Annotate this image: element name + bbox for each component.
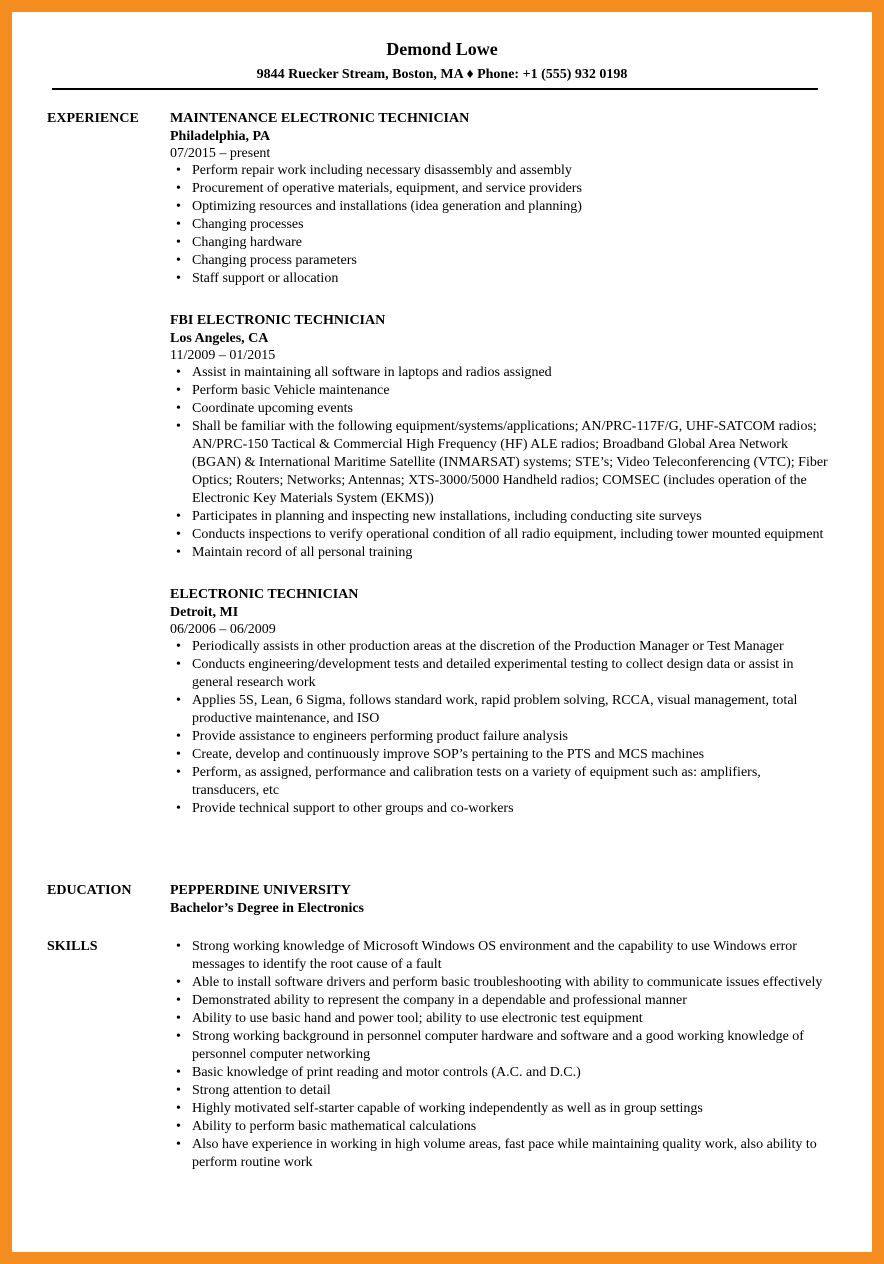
job-bullets <box>170 162 830 288</box>
bullet-text: Applies 5S, Lean, 6 Sigma, follows standard work, rapid problem solving, RCCA, visual management, total productive maintenance, and ISO <box>192 693 798 726</box>
bullet-item <box>170 638 830 656</box>
bullet-text: Conducts engineering/development tests and detailed experimental testing to collect design data or assist in general research work <box>192 657 794 690</box>
job-bullets <box>170 364 830 562</box>
job-title: ELECTRONIC TECHNICIAN <box>170 587 359 602</box>
bullet-dot-icon: • <box>176 401 181 416</box>
bullet-dot-icon: • <box>176 747 181 762</box>
bullet-dot-icon: • <box>176 163 181 178</box>
bullet-dot-icon: • <box>176 975 181 990</box>
bullet-dot-icon: • <box>176 181 181 196</box>
skills-bullets <box>170 938 830 1172</box>
bullet-dot-icon: • <box>176 765 181 780</box>
bullet-item <box>170 270 830 288</box>
job-dates: 06/2006 – 06/2009 <box>170 622 276 637</box>
job-dates: 07/2015 – present <box>170 146 271 161</box>
bullet-dot-icon: • <box>176 1119 181 1134</box>
bullet-text: Optimizing resources and installations (idea generation and planning) <box>192 199 582 214</box>
bullet-text: Provide assistance to engineers performing product failure analysis <box>192 729 568 744</box>
job-entry <box>170 110 830 288</box>
resume-page <box>12 12 872 1252</box>
job-location: Detroit, MI <box>170 605 239 620</box>
bullet-text: Provide technical support to other groups and co-workers <box>192 801 514 816</box>
job-location: Philadelphia, PA <box>170 129 271 144</box>
bullet-dot-icon: • <box>176 1083 181 1098</box>
bullet-item <box>170 1100 830 1118</box>
bullet-text: Changing hardware <box>192 235 303 250</box>
bullet-item <box>170 216 830 234</box>
bullet-item <box>170 508 830 526</box>
bullet-text: Maintain record of all personal training <box>192 545 413 560</box>
resume-header <box>12 38 872 84</box>
bullet-dot-icon: • <box>176 939 181 954</box>
bullet-dot-icon: • <box>176 545 181 560</box>
education-entry <box>170 882 830 918</box>
bullet-item <box>170 382 830 400</box>
candidate-name: Demond Lowe <box>386 39 498 59</box>
bullet-dot-icon: • <box>176 1011 181 1026</box>
bullet-dot-icon: • <box>176 693 181 708</box>
bullet-text: Create, develop and continuously improve SOP’s pertaining to the PTS and MCS machines <box>192 747 705 762</box>
bullet-item <box>170 180 830 198</box>
section-label-education: EDUCATION <box>47 883 132 898</box>
bullet-text: Strong working background in personnel computer hardware and software and a good working knowledge of personnel computer networking <box>192 1029 804 1062</box>
experience-list <box>170 110 830 838</box>
bullet-item <box>170 1136 830 1172</box>
bullet-text: Perform, as assigned, performance and calibration tests on a variety of equipment such as: amplifiers, transducers, etc <box>192 765 761 798</box>
bullet-dot-icon: • <box>176 383 181 398</box>
bullet-dot-icon: • <box>176 801 181 816</box>
bullet-text: Strong working knowledge of Microsoft Windows OS environment and the capability to use Windows error messages to identify the root cause of a fault <box>192 939 797 972</box>
bullet-dot-icon: • <box>176 253 181 268</box>
job-dates: 11/2009 – 01/2015 <box>170 348 276 363</box>
bullet-item <box>170 728 830 746</box>
bullet-text: Ability to use basic hand and power tool; ability to use electronic test equipment <box>192 1011 643 1026</box>
section-label-experience: EXPERIENCE <box>47 111 139 126</box>
bullet-dot-icon: • <box>176 993 181 1008</box>
bullet-item <box>170 800 830 818</box>
bullet-dot-icon: • <box>176 657 181 672</box>
header-divider <box>52 88 818 90</box>
skills-entry <box>170 938 830 1172</box>
bullet-item <box>170 746 830 764</box>
bullet-item <box>170 974 830 992</box>
job-bullets <box>170 638 830 818</box>
bullet-text: Periodically assists in other production areas at the discretion of the Production Manager or Test Manager <box>192 639 784 654</box>
bullet-text: Coordinate upcoming events <box>192 401 353 416</box>
bullet-dot-icon: • <box>176 1029 181 1044</box>
bullet-text: Conducts inspections to verify operational condition of all radio equipment, including tower mounted equipment <box>192 527 824 542</box>
bullet-text: Highly motivated self-starter capable of working independently as well as in group settings <box>192 1101 703 1116</box>
bullet-dot-icon: • <box>176 1065 181 1080</box>
bullet-dot-icon: • <box>176 509 181 524</box>
bullet-dot-icon: • <box>176 639 181 654</box>
bullet-text: Demonstrated ability to represent the company in a dependable and professional manner <box>192 993 687 1008</box>
bullet-text: Perform repair work including necessary disassembly and assembly <box>192 163 572 178</box>
bullet-item <box>170 364 830 382</box>
bullet-item <box>170 234 830 252</box>
job-entry <box>170 586 830 818</box>
bullet-item <box>170 544 830 562</box>
bullet-dot-icon: • <box>176 199 181 214</box>
job-title: FBI ELECTRONIC TECHNICIAN <box>170 313 386 328</box>
bullet-dot-icon: • <box>176 365 181 380</box>
school-name: PEPPERDINE UNIVERSITY <box>170 883 351 898</box>
contact-line: 9844 Ruecker Stream, Boston, MA ♦ Phone: +1 (555) 932 0198 <box>256 67 628 82</box>
bullet-item <box>170 938 830 974</box>
bullet-text: Able to install software drivers and perform basic troubleshooting with ability to communicate issues effectively <box>192 975 823 990</box>
bullet-item <box>170 764 830 800</box>
bullet-text: Strong attention to detail <box>192 1083 331 1098</box>
bullet-item <box>170 692 830 728</box>
bullet-item <box>170 162 830 180</box>
bullet-text: Perform basic Vehicle maintenance <box>192 383 390 398</box>
degree: Bachelor’s Degree in Electronics <box>170 901 365 916</box>
bullet-dot-icon: • <box>176 271 181 286</box>
bullet-text: Also have experience in working in high volume areas, fast pace while maintaining quality work, also ability to perform routine work <box>192 1137 817 1170</box>
bullet-text: Shall be familiar with the following equipment/systems/applications; AN/PRC-117F/G, UHF-SATCOM radios; AN/PRC-150 Tactical & Commercial High Frequency (HF) ALE radios; Broadband Global Area Network (BGAN) & International Maritime Satellite (INMARSAT) systems; STE’s; Video Teleconferencing (VTC); Fiber Optics; Routers; Networks; Antennas; XTS-3000/5000 Handheld radios; COMSEC (includes operation of the Electronic Key Materials System (EKMS)) <box>192 419 828 506</box>
job-entry <box>170 312 830 562</box>
bullet-item <box>170 656 830 692</box>
bullet-text: Changing process parameters <box>192 253 357 268</box>
bullet-item <box>170 1118 830 1136</box>
bullet-dot-icon: • <box>176 217 181 232</box>
bullet-item <box>170 418 830 508</box>
bullet-text: Procurement of operative materials, equipment, and service providers <box>192 181 582 196</box>
job-title: MAINTENANCE ELECTRONIC TECHNICIAN <box>170 111 470 126</box>
section-label-skills: SKILLS <box>47 939 98 954</box>
bullet-text: Staff support or allocation <box>192 271 339 286</box>
bullet-dot-icon: • <box>176 419 181 434</box>
bullet-dot-icon: • <box>176 1137 181 1152</box>
bullet-item <box>170 1082 830 1100</box>
bullet-item <box>170 252 830 270</box>
bullet-item <box>170 1064 830 1082</box>
bullet-text: Assist in maintaining all software in laptops and radios assigned <box>192 365 552 380</box>
bullet-text: Basic knowledge of print reading and motor controls (A.C. and D.C.) <box>192 1065 581 1080</box>
bullet-text: Changing processes <box>192 217 304 232</box>
bullet-item <box>170 526 830 544</box>
bullet-item <box>170 1010 830 1028</box>
bullet-dot-icon: • <box>176 729 181 744</box>
bullet-dot-icon: • <box>176 235 181 250</box>
bullet-dot-icon: • <box>176 527 181 542</box>
bullet-item <box>170 400 830 418</box>
bullet-text: Ability to perform basic mathematical calculations <box>192 1119 477 1134</box>
bullet-item <box>170 1028 830 1064</box>
bullet-item <box>170 198 830 216</box>
job-location: Los Angeles, CA <box>170 331 269 346</box>
bullet-text: Participates in planning and inspecting new installations, including conducting site surveys <box>192 509 702 524</box>
bullet-dot-icon: • <box>176 1101 181 1116</box>
bullet-item <box>170 992 830 1010</box>
